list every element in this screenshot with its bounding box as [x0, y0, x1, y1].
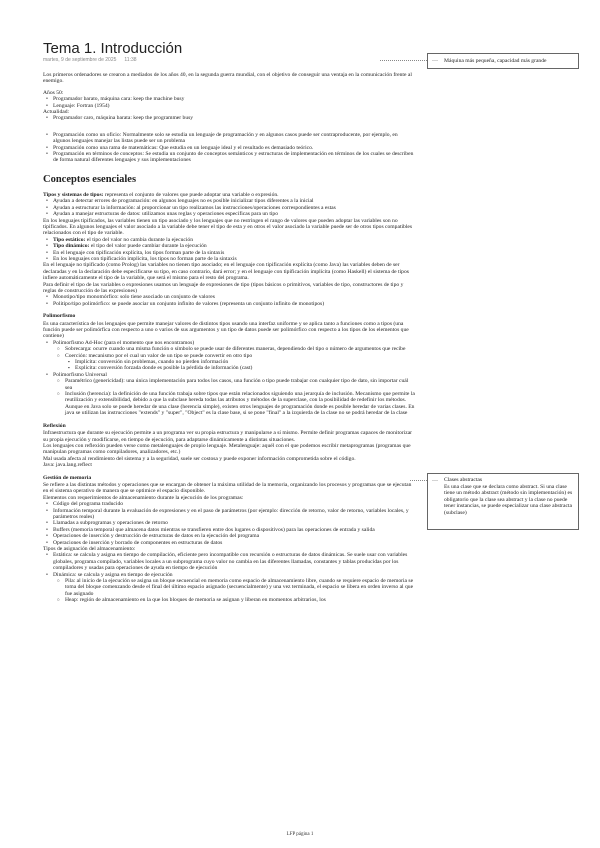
note-marker-icon: … [432, 57, 438, 63]
static-lead: Tipo estático: [53, 236, 86, 243]
list-item: ○ Paramétrico (genericidad): una única implementación para todos los casos, una función o tipo puede trabajar con cualquier tipo de dato, sin importar cuál sea [43, 378, 415, 391]
polimorfismo-heading: Polimorfismo [43, 313, 76, 320]
page-title: Tema 1. Introducción [43, 40, 183, 57]
reflexion-paragraph-1: Infraestructura que durante su ejecución permite a un programa ver su propia estructura y manipularse a sí mismo. Permite definir programas capaces de monitorizar su propia ejecución y modificarse, en tiempo de ejecución, para adaptarse dinámicamente a distintas situaciones. [43, 430, 413, 443]
list-item: • Monotipo/tipo monomórfico: solo tiene asociado un conjunto de valores [43, 294, 415, 300]
note-1-text: Máquina más pequeña, capacidad más grande [444, 58, 547, 64]
list-item: • Operaciones de inserción y borrado de componentes en estructuras de datos [43, 540, 415, 546]
tipos-list [43, 198, 415, 217]
polimorfismo-paragraph: Es una característica de los lenguajes que permite manejar valores de distintos tipos usando una interfaz uniforme y se aplica tanto a funciones como a tipos (una función puede ser polimórfica con respecto a uno o varios de sus argumentos y un tipo de datos puede ser polimórfico con respecto a los tipos de los elementos que contiene) [43, 320, 409, 340]
list-item: • Operaciones de inserción y destrucción de estructuras de datos en la ejecución del programa [43, 533, 415, 539]
tipos-paragraph-1: En los lenguajes tipificados, las variables tienen un tipo asociado y los lenguajes que no restringen el rango de valores que pueden adoptar las variables son no tipificados. En algunos lenguajes el valor asociado a la variable debe tener el tipo de esta y en otros el valor asociado la variable puede ser de otros tipos compatibles relacionados con el tipo de variable. [43, 217, 413, 237]
list-item: • Programador caro, máquina barata: keep the programmer busy [43, 115, 415, 121]
reflexion-paragraph-3: Mal usada afecta al rendimiento del sistema y a la seguridad, suele ser costosa y puede exponer información comprometida sobre el código. [43, 455, 356, 462]
page-date [43, 57, 145, 63]
decades-now-label: Actualidad: [43, 109, 70, 116]
page-footer: LFP página 1 [286, 832, 314, 837]
list-item: • En los lenguajes con tipificación implícita, los tipos no forman parte de la sintaxis [43, 256, 415, 262]
memoria-assign-list [43, 552, 415, 603]
list-item: ○ Inclusión (herencia): la definición de una función trabaja sobre tipos que están relacionados siguiendo una jerarquía de inclusión. Mecanismo que permite la reutilización y extensibilidad, debido a que la subclase hereda todas las atributos y métodos de la superclase, con la posibilidad de redefinir los métodos. Aunque en Java solo se puede heredar de una clase (herencia simple), existen otros lenguajes de programación donde es posible heredar de varias clases. En java se utilizan las instrucciones "extends" y "super", "Object" es la clase base, si se pone "final" a la izquierda de la clase no se podrá heredar de la clase [43, 391, 415, 417]
memoria-paragraph-3: Tipos de asignación del almacenamiento: [43, 546, 136, 552]
note-1-leader [380, 60, 427, 61]
section-heading: Conceptos esenciales [43, 173, 137, 185]
list-item: • Información temporal durante la evaluación de expresiones y en el paso de parámetros (por ejemplo: dirección de retorno, valor de retorno, variables locales, y parámetros reales) [43, 508, 415, 521]
note-2-title: Clases abstractas [444, 477, 483, 483]
tipos-mono-list [43, 294, 415, 307]
dynamic-lead: Tipo dinámico: [53, 243, 90, 250]
decades-50-list [43, 96, 415, 109]
list-item: • Llamadas a subprogramas y operaciones de retorno [43, 520, 415, 526]
tipos-paragraph-3: Para definir el tipo de las variables o expresiones usamos un lenguaje de expresiones de tipo (tipos básicos o primitivos, variables de tipo, constructores de tipo y reglas de construcción de las expresiones) [43, 281, 404, 294]
reflexion-heading: Reflexión [43, 422, 66, 429]
note-marker-icon: … [432, 477, 438, 483]
list-item: • Programación como un oficio: Normalmente solo se estudia un lenguaje de programación y en algunos casos puede ser contraproducente, por ejemplo, en algunos lenguajes manejar las listas puede ser un problema [43, 132, 415, 145]
list-item: • Programador barato, máquina cara: keep the machine busy [43, 96, 415, 102]
dynamic-rest: el tipo del valor puede cambiar durante la ejecución [89, 243, 207, 250]
margin-note-2[interactable] [427, 473, 579, 530]
tipos-paragraph-2: En el lenguaje no tipificado (como Prolog) las variables no tienen tipo asociado; en el lenguaje con tipificación explícita (como Java) las variables deben de ser declaradas y en la declaración debe especificarse su tipo, en caso contrario, dará error; y en el lenguaje con tipificación implícita (como Haskell) el sistema de tipos infiere automáticamente el tipo de la variable, que será el mismo para el resto del programa. [43, 262, 409, 282]
list-item: • Politipo/tipo polimórfico: se puede asociar un conjunto infinito de valores (representa un conjunto infinito de monotipos) [43, 301, 415, 307]
tipos-lead: Tipos y sistemas de tipos: [43, 191, 104, 198]
note-2-leader [410, 480, 427, 481]
list-item: ▪ Explícita: conversión forzada donde es posible la pérdida de información (cast) [43, 365, 415, 371]
memoria-paragraph-2: Elementos con requerimientos de almacenamiento durante la ejecución de los programas: [43, 494, 244, 501]
list-item: • Estática: se calcula y asigna en tiempo de compilación, eficiente pero incompatible con recursión o estructuras de datos dinámicas. Se suele usar con variables globales, programa compilado, variables locales a un subprograma cuyo valor no cambia en las diferentes llamadas, constantes y tablas producidas por los compiladores y usadas para operaciones de ayuda en tiempo de ejecución [43, 552, 415, 571]
memoria-list [43, 501, 415, 546]
margin-note-1[interactable] [427, 53, 579, 69]
list-item: ○ Pila: al inicio de la ejecución se asigna un bloque secuencial en memoria como espacio de almacenamiento libre, cuando se requiere espacio de memoria se toma del bloque comenzando desde el final del último espacio asignado (secuencialmente) y una vez terminada, el espacio se libera en orden inverso al que fue asignado [43, 578, 415, 597]
programming-list [43, 132, 415, 164]
list-item: ○ Sobrecarga: ocurre cuando una misma función o símbolo se puede usar de diferentes maneras, dependiendo del tipo o número de argumentos que recibe [43, 346, 415, 352]
date-text: martes, 9 de septiembre de 2025 [43, 57, 117, 63]
list-item: • Código del programa traducido [43, 501, 415, 507]
list-item: • Ayudan a manejar estructuras de datos: utilizamos unas reglas y operaciones específicas para un tipo [43, 211, 415, 217]
memoria-heading: Gestión de memoria [43, 474, 92, 481]
note-2-content [444, 477, 574, 517]
tipos-lead-rest: representa el conjunto de valores que puede adoptar una variable o expresión. [103, 191, 279, 198]
list-item: ○ Heap: región de almacenamiento en la que los bloques de memoria se asignan y liberan en momentos arbitrarios, los [43, 597, 415, 603]
list-item: • Ayudan a estructurar la información: al proporcionar un tipo realizamos las instrucciones/operaciones correspondientes a estas [43, 205, 415, 211]
list-item: • Dinámica: se calcula y asigna en tiempo de ejecución [43, 572, 415, 578]
list-item: ▪ Implícita: conversión sin problemas, cuando no pierden información [43, 359, 415, 365]
list-item: • En el lenguaje con tipificación explícita, los tipos forman parte de la sintaxis [43, 250, 415, 256]
decades-now-list [43, 115, 415, 121]
time-text: 11:38 [124, 57, 137, 63]
list-item: • Ayudan a detectar errores de programación: en algunos lenguajes no es posible inicializar tipos diferentes a la inicial [43, 198, 415, 204]
list-item: • Lenguaje: Fortran (1954) [43, 103, 415, 109]
note-body [43, 72, 415, 604]
polimorfismo-list [43, 340, 415, 417]
list-item: • Programación en términos de conceptos: Se estudia un conjunto de conceptos semánticos y estructuras de implementación en términos de los cuales se describen de forma natural diferentes lenguajes y sus implementaciones [43, 151, 415, 164]
intro-paragraph: Los primeros ordenadores se crearon a mediados de los años 40, en la segunda guerra mundial, con el objetivo de conseguir una ventaja en la comunicación frente al enemigo. [43, 72, 412, 85]
note-2-body: Es una clase que se declara como abstract. Si una clase tiene un método abstract (método sin implementación) es obligatorio que la clase sea abstract y la clase no puede tener instancias, se puede especializar una clase abstracta (subclase) [444, 483, 573, 516]
tipos-kinds-list [43, 237, 415, 263]
list-item: ○ Coerción: mecanismo por el cual un valor de un tipo se puede convertir en otro tipo [43, 353, 415, 359]
list-item: • Polimorfismo Universal [43, 372, 415, 378]
reflexion-paragraph-4: Java: java.lang.reflect [43, 462, 92, 469]
static-rest: el tipo del valor no cambia durante la ejecución [85, 236, 194, 243]
reflexion-paragraph-2: Los lenguajes con reflexión pueden verse como metalenguajes de propio lenguaje. Metalenguaje: aquél con el que podemos escribir metaprogramas (programas que manipulan programas como compiladores, analizadores, etc.) [43, 442, 411, 456]
decades-50-label: Años 50: [43, 89, 64, 96]
list-item: • Programación como una rama de matemáticas: Que estudia en un lenguaje ideal y el resultado es demasiado teórico. [43, 145, 415, 151]
list-item: • Polimorfismo Ad-Hoc (para el momento que nos encontramos) [43, 340, 415, 346]
list-item: • Buffers (memoria temporal que almacena datos mientras se transfieren entre dos lugares o dispositivos) para las operaciones de entrada y salida [43, 527, 415, 533]
memoria-paragraph-1: Se refiere a las distintas métodos y operaciones que se encargan de obtener la máxima utilidad de la memoria, organizando los procesos y programas que se ejecutan en el sistema operativo de manera que se optimice el espacio disponible. [43, 481, 412, 495]
